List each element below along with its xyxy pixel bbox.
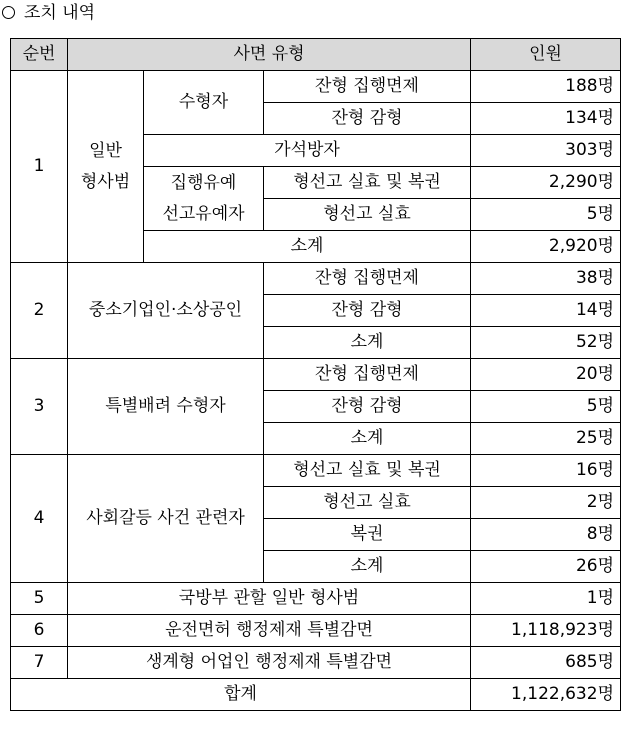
subtotal-count: 2,920명 (471, 231, 621, 263)
amnesty-type: 가석방자 (144, 135, 471, 167)
amnesty-type: 형선고 실효 (264, 199, 471, 231)
table-row (11, 647, 621, 679)
table-row (11, 455, 621, 487)
amnesty-type: 잔형 감형 (264, 295, 471, 327)
amnesty-table (10, 38, 621, 711)
total-row (11, 679, 621, 711)
count: 303명 (471, 135, 621, 167)
count: 2,290명 (471, 167, 621, 199)
count: 1명 (471, 583, 621, 615)
sub-category: 수형자 (144, 71, 264, 135)
section-title-text: 조치 내역 (24, 3, 96, 23)
category-line: 일반 (89, 140, 122, 161)
section-title (0, 1, 95, 25)
amnesty-type: 복권 (264, 519, 471, 551)
amnesty-type: 잔형 집행면제 (264, 71, 471, 103)
group-no: 5 (11, 583, 68, 615)
count: 134명 (471, 103, 621, 135)
group-no: 1 (11, 71, 68, 263)
header-type: 사면 유형 (68, 39, 471, 71)
subtotal-label: 소계 (144, 231, 471, 263)
sub-category-line: 선고유예자 (162, 203, 245, 224)
group-category: 중소기업인·소상공인 (68, 263, 264, 359)
subtotal-count: 26명 (471, 551, 621, 583)
group-category: 생계형 어업인 행정제재 특별감면 (68, 647, 471, 679)
header-count: 인원 (471, 39, 621, 71)
amnesty-type: 잔형 집행면제 (264, 359, 471, 391)
amnesty-type: 잔형 집행면제 (264, 263, 471, 295)
group-no: 7 (11, 647, 68, 679)
count: 188명 (471, 71, 621, 103)
amnesty-type: 잔형 감형 (264, 391, 471, 423)
table-row (11, 583, 621, 615)
subtotal-label: 소계 (264, 423, 471, 455)
table-row (11, 615, 621, 647)
table-header-row (11, 39, 621, 71)
count: 2명 (471, 487, 621, 519)
amnesty-type: 형선고 실효 및 복권 (264, 455, 471, 487)
group-category: 사회갈등 사건 관련자 (68, 455, 264, 583)
amnesty-type: 잔형 감형 (264, 103, 471, 135)
table-row (11, 359, 621, 391)
group-no: 6 (11, 615, 68, 647)
group-no: 3 (11, 359, 68, 455)
group-no: 4 (11, 455, 68, 583)
sub-category-line: 집행유예 (170, 172, 237, 193)
group-category: 운전면허 행정제재 특별감면 (68, 615, 471, 647)
group-category: 국방부 관할 일반 형사범 (68, 583, 471, 615)
count: 20명 (471, 359, 621, 391)
count: 5명 (471, 199, 621, 231)
amnesty-type: 형선고 실효 (264, 487, 471, 519)
count: 38명 (471, 263, 621, 295)
amnesty-type: 형선고 실효 및 복권 (264, 167, 471, 199)
count: 8명 (471, 519, 621, 551)
count: 1,118,923명 (471, 615, 621, 647)
hollow-circle-bullet-icon (2, 6, 15, 19)
table-row (11, 263, 621, 295)
subtotal-label: 소계 (264, 551, 471, 583)
count: 685명 (471, 647, 621, 679)
sub-category (144, 167, 264, 231)
subtotal-label: 소계 (264, 327, 471, 359)
category-line: 형사범 (80, 171, 131, 192)
count: 14명 (471, 295, 621, 327)
group-category (68, 71, 144, 263)
subtotal-count: 25명 (471, 423, 621, 455)
subtotal-count: 52명 (471, 327, 621, 359)
header-no: 순번 (11, 39, 68, 71)
count: 5명 (471, 391, 621, 423)
total-label: 합계 (11, 679, 471, 711)
table-row (11, 71, 621, 103)
group-category: 특별배려 수형자 (68, 359, 264, 455)
group-no: 2 (11, 263, 68, 359)
total-count: 1,122,632명 (471, 679, 621, 711)
count: 16명 (471, 455, 621, 487)
